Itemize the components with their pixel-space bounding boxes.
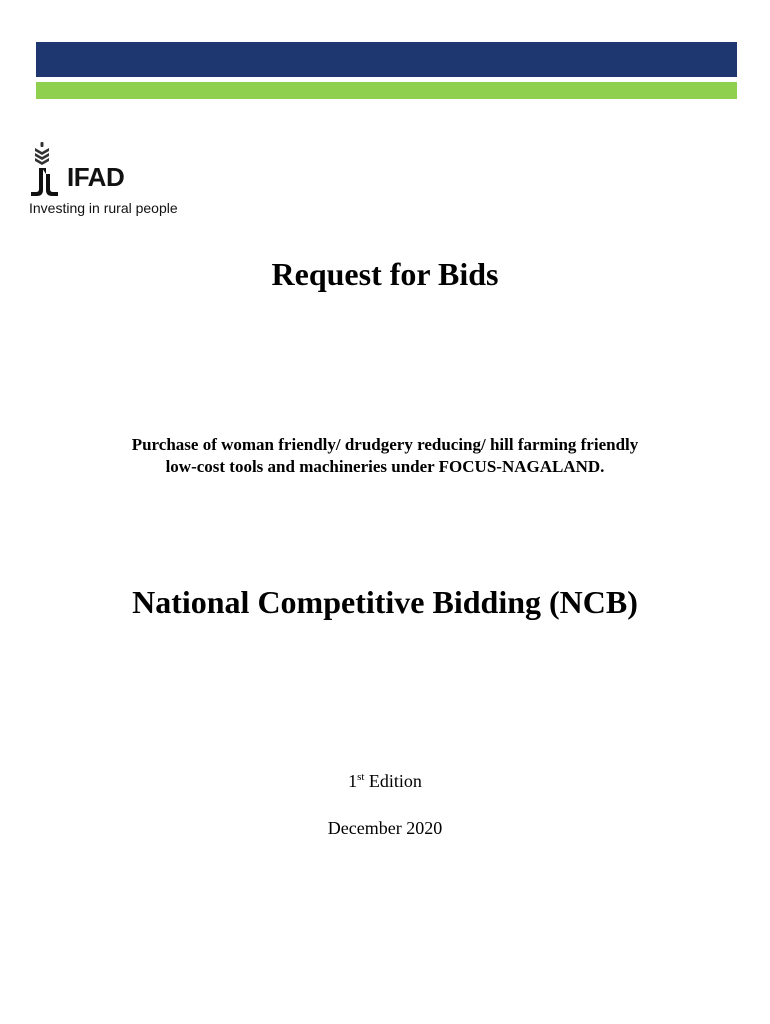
publication-date: December 2020 [327, 818, 443, 838]
ifad-logo [29, 140, 229, 220]
logo-tagline: Investing in rural people [29, 200, 178, 216]
logo-wordmark: IFAD [67, 162, 125, 192]
edition-label: Edition [364, 771, 422, 791]
header-band-green [36, 82, 737, 99]
document-title: Request for Bids [271, 256, 499, 292]
procurement-purpose [0, 434, 770, 478]
header-band-navy [36, 42, 737, 77]
edition-number: 1 [348, 771, 358, 791]
bidding-method: National Competitive Bidding (NCB) [132, 584, 638, 620]
edition-suffix: st [357, 771, 365, 783]
purpose-line-1: Purchase of woman friendly/ drudgery reducing/ hill farming friendly [131, 435, 639, 454]
edition [0, 772, 770, 790]
purpose-line-2: low-cost tools and machineries under FOCUS-NAGALAND. [165, 457, 605, 476]
ifad-wheat-figure-icon [29, 140, 69, 198]
